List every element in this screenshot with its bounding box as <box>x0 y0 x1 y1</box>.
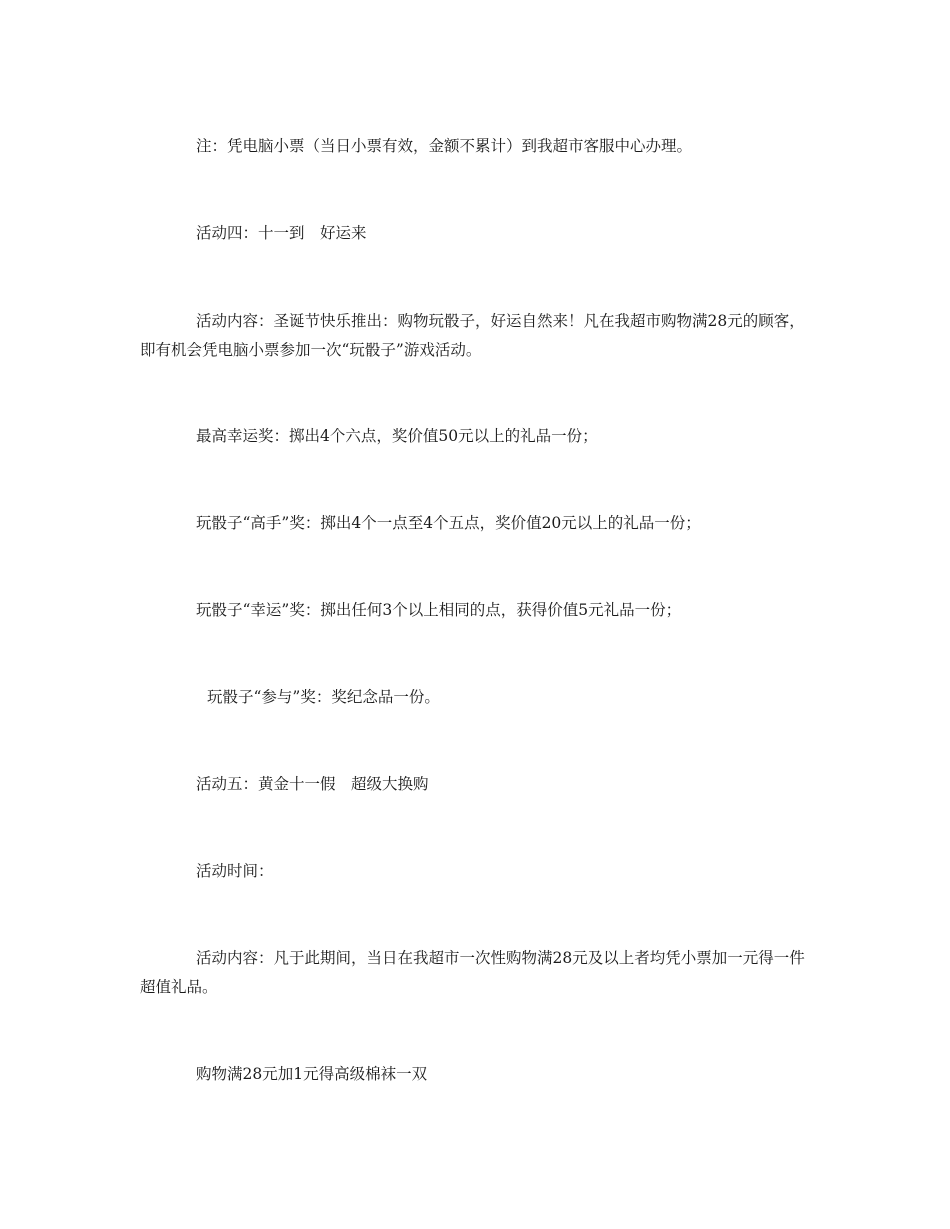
gift-tier-socks: 购物满28元加1元得高级棉袜一双 <box>196 1065 428 1083</box>
activity-four-heading: 活动四：十一到 好运来 <box>196 224 367 242</box>
expert-prize: 玩骰子“高手”奖：掷出4个一点至4个五点，奖价值20元以上的礼品一份； <box>196 514 701 532</box>
lucky-prize: 玩骰子“幸运”奖：掷出任何3个以上相同的点，获得价值5元礼品一份； <box>196 601 682 619</box>
note-paragraph: 注：凭电脑小票（当日小票有效，金额不累计）到我超市客服中心办理。 <box>196 137 693 155</box>
activity-four-content: 活动内容：圣诞节快乐推出：购物玩骰子，好运自然来！凡在我超市购物满28元的顾客，即有机会凭电脑小票参加一次“玩骰子”游戏活动。 <box>140 312 805 359</box>
activity-five-heading: 活动五：黄金十一假 超级大换购 <box>196 775 429 793</box>
activity-time: 活动时间： <box>196 862 274 880</box>
top-lucky-prize: 最高幸运奖：掷出4个六点，奖价值50元以上的礼品一份； <box>196 427 598 445</box>
participation-prize: 玩骰子“参与”奖：奖纪念品一份。 <box>207 688 440 706</box>
activity-five-content: 活动内容：凡于此期间，当日在我超市一次性购物满28元及以上者均凭小票加一元得一件超值礼品。 <box>140 949 805 996</box>
